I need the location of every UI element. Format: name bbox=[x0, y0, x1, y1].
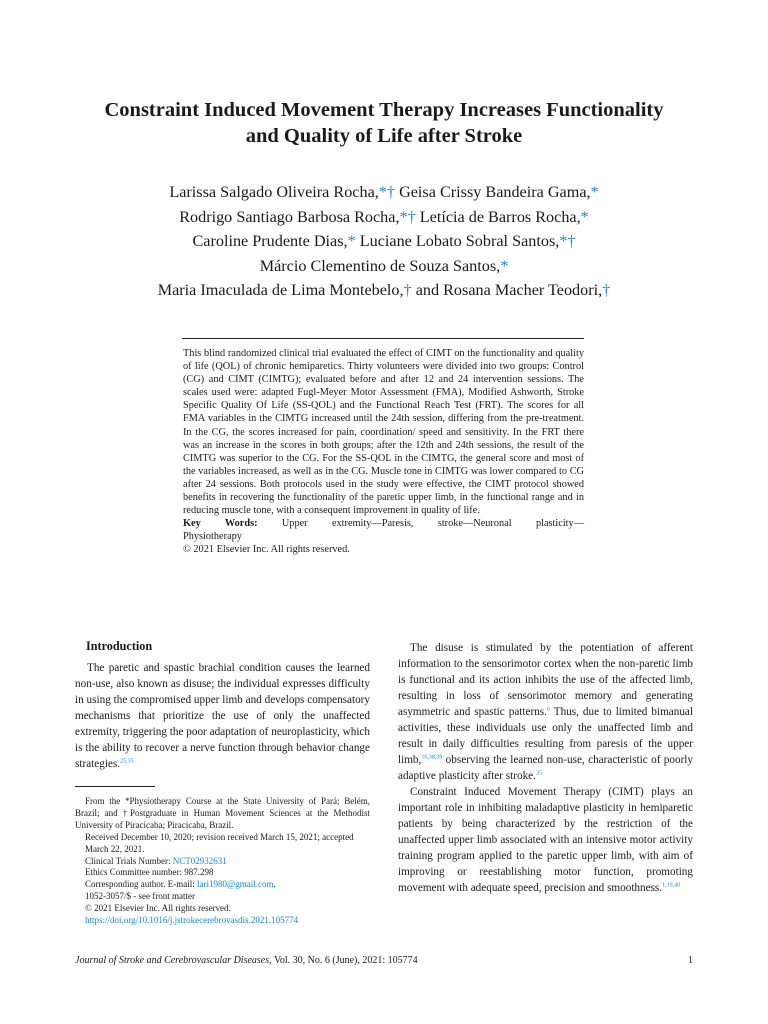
author-line bbox=[40, 180, 728, 205]
footnote-copyright: © 2021 Elsevier Inc. All rights reserved. bbox=[85, 903, 231, 914]
corresponding-note bbox=[75, 879, 370, 891]
article-title bbox=[60, 97, 708, 149]
corresponding-end: . bbox=[273, 879, 276, 890]
author-line bbox=[40, 229, 728, 254]
abstract-copyright: © 2021 Elsevier Inc. All rights reserved. bbox=[183, 544, 350, 556]
abstract bbox=[183, 347, 584, 557]
author-line bbox=[40, 254, 728, 279]
author-name: Caroline Prudente Dias, bbox=[192, 232, 348, 250]
affiliation-mark[interactable]: *† bbox=[559, 232, 576, 250]
clinical-trials-label: Clinical Trials Number: bbox=[85, 855, 173, 866]
title-line-1: Constraint Induced Movement Therapy Increases Functionality bbox=[104, 99, 664, 121]
received-note: Received December 10, 2020; revision received March 15, 2021; accepted March 22, 2021. bbox=[85, 831, 354, 854]
journal-citation: , Vol. 30, No. 6 (June), 2021: 105774 bbox=[269, 955, 418, 966]
affiliation-mark[interactable]: * bbox=[580, 207, 589, 226]
affiliation-mark[interactable]: † bbox=[602, 281, 611, 299]
affiliation-mark[interactable]: † bbox=[403, 281, 412, 299]
author-list bbox=[40, 180, 728, 303]
reference-link[interactable]: 25,35 bbox=[120, 758, 134, 765]
affiliations-note: From the *Physiotherapy Course at the State University of Pará; Belém, Brazil; and †Postgraduate in Human Movement Sciences at the Methodist University of Piracicaba; Piracicaba, Brazil. bbox=[75, 796, 370, 830]
author-name: Márcio Clementino de Souza Santos, bbox=[259, 256, 501, 275]
affiliation-mark[interactable]: * bbox=[347, 232, 356, 250]
author-name: Luciane Lobato Sobral Santos, bbox=[355, 232, 560, 250]
clinical-trials-note bbox=[75, 856, 370, 868]
paragraph-text: The paretic and spastic brachial condition causes the learned non-use, also known as disuse; the individual expresses difficulty in using the compromised upper limb and develops compensatory mechanisms that prioritize the use of only the unaffected extremity, triggering the poor adaptation of neuroplasticity, which is the ability to recover a nerve function through behavior change strategies. bbox=[75, 662, 370, 770]
title-line-2: and Quality of Life after Stroke bbox=[245, 125, 523, 147]
introduction-heading: Introduction bbox=[86, 639, 153, 653]
author-line bbox=[40, 278, 728, 303]
author-name: and Rosana Macher Teodori, bbox=[411, 281, 603, 299]
issn-note: 1052-3057/$ - see front matter bbox=[85, 891, 195, 902]
footnotes bbox=[75, 796, 370, 927]
reference-link[interactable]: 16,38,39 bbox=[421, 754, 443, 761]
reference-link[interactable]: 1,19,40 bbox=[662, 882, 681, 889]
reference-link[interactable]: 6 bbox=[546, 706, 550, 713]
right-column bbox=[398, 640, 693, 896]
abstract-divider bbox=[182, 338, 584, 339]
page-footer bbox=[75, 955, 693, 967]
author-name: Maria Imaculada de Lima Montebelo, bbox=[157, 281, 404, 299]
affiliation-mark[interactable]: *† bbox=[378, 183, 396, 201]
paragraph-text: Thus, due to limited bimanual activities, these individuals use only the unaffected limb and result in daily difficulties resulting from paresis of the upper limb, bbox=[398, 706, 693, 766]
author-line bbox=[40, 205, 728, 230]
author-name: Larissa Salgado Oliveira Rocha, bbox=[169, 183, 379, 201]
clinical-trials-link[interactable]: NCT02932631 bbox=[172, 855, 227, 866]
keywords-continuation: Physiotherapy bbox=[183, 531, 242, 543]
email-link[interactable]: lari1980@gmail.com bbox=[196, 879, 274, 890]
keywords-label: Key Words: bbox=[183, 518, 258, 530]
corresponding-label: Corresponding author. E-mail: bbox=[85, 879, 197, 890]
body-paragraph bbox=[398, 640, 693, 784]
paragraph-text: The disuse is stimulated by the potentiation of afferent information to the sensorimotor cortex when the non-paretic limb is functional and its action inhibits the use of the affected limb, resulting in loss of sensorimotor memory and generating asymmetric and spastic patterns. bbox=[398, 642, 693, 718]
keywords-text: Upper extremity—Paresis, stroke—Neuronal plasticity— bbox=[281, 518, 584, 530]
journal-name: Journal of Stroke and Cerebrovascular Diseases bbox=[75, 955, 270, 966]
affiliation-mark[interactable]: *† bbox=[399, 207, 416, 226]
ethics-note: Ethics Committee number: 987.298 bbox=[85, 867, 214, 878]
keywords-line bbox=[183, 517, 584, 530]
left-column bbox=[75, 638, 370, 772]
abstract-text: This blind randomized clinical trial evaluated the effect of CIMT on the functionality and quality of life (QOL) of chronic hemiparetics. Thirty volunteers were divided into two groups: Control (CG) and CIMT (CIMTG); evaluated before and after 12 and 24 intervention sessions. The scales used were: adapted Fugl-Meyer Motor Assessment (FMA), Modified Ashworth, Stroke Specific Quality Of Life (SS-QOL) and the Functional Reach Test (FRT). The scores for all FMA variables in the CIMTG increased until the 24th session, differing from the pre-treatment. In the CG, the scores increased for pain, coordination/ speed and sensitivity. In the FRT there was an increase in the scores in both groups; after the 12th and 24th sessions, the result of the CIMTG was superior to the CG. For the SS-QOL in the CIMTG, the general score and most of the variables increased, as well as in the CG. Muscle tone in CIMTG was lower compared to CG after 24 sessions. Both protocols used in the study were effective, the CIMT protocol showed benefits in recovering the functionality of the paretic upper limb, in the functional range and in reducing muscle tone, with a consequent improvement in quality of life. bbox=[183, 348, 584, 517]
paragraph-text: Constraint Induced Movement Therapy (CIMT) plays an important role in inhibiting maladaptive plasticity in hemiparetic patients by being characterized by the restriction of the unaffected upper limb associated with an intensive motor activity training program applied to the paretic upper limb, with aim of improving or reestablishing motor function, promoting movement with adequate speed, precision and smoothness. bbox=[398, 786, 693, 894]
reference-link[interactable]: 35 bbox=[535, 770, 542, 777]
body-paragraph bbox=[398, 784, 693, 896]
introduction-paragraph bbox=[75, 660, 370, 772]
doi-link[interactable]: https://doi.org/10.1016/j.jstrokecerebrovasdis.2021.105774 bbox=[85, 915, 299, 926]
author-name: Letícia de Barros Rocha, bbox=[415, 207, 581, 226]
affiliation-mark[interactable]: * bbox=[590, 183, 599, 201]
footnote-divider bbox=[75, 786, 155, 787]
author-name: Rodrigo Santiago Barbosa Rocha, bbox=[179, 207, 400, 226]
affiliation-mark[interactable]: * bbox=[500, 256, 509, 275]
page-number: 1 bbox=[688, 955, 693, 966]
paragraph-text: observing the learned non-use, characteristic of poorly adaptive plasticity after stroke. bbox=[398, 754, 693, 782]
author-name: Geisa Crissy Bandeira Gama, bbox=[395, 183, 591, 201]
